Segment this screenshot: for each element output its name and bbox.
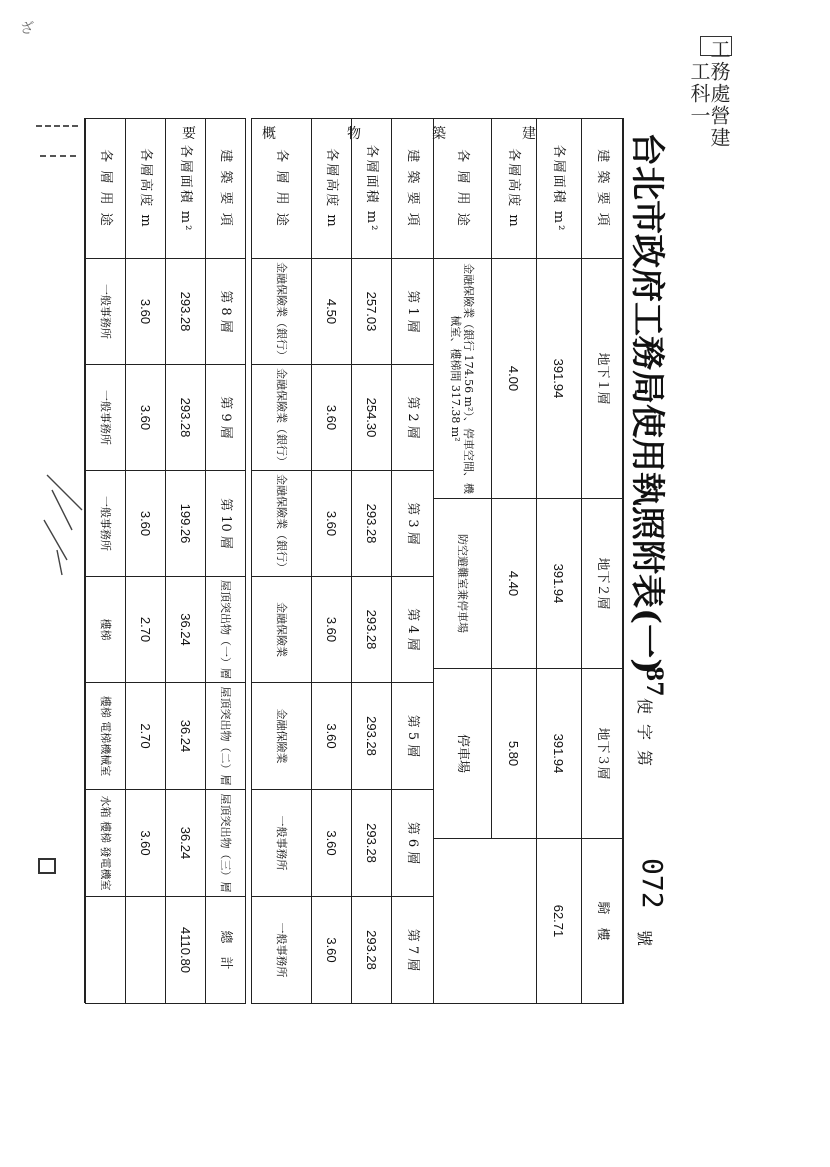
- height-cell: 3.60: [312, 790, 352, 897]
- row-label: 各層面積 m²: [537, 119, 582, 259]
- use-cell: 樓梯 電梯機械室: [86, 683, 126, 790]
- row-label: 建 築 要 項: [206, 119, 246, 259]
- use-cell: 一般事務所: [86, 471, 126, 577]
- area-cell: 391.94: [537, 669, 582, 839]
- height-cell: 3.60: [126, 790, 166, 897]
- section-title: [102, 118, 662, 148]
- license-label: 使字第: [635, 698, 654, 777]
- row-label: 各 層 用 途: [86, 119, 126, 259]
- height-cell: 5.80: [492, 669, 537, 839]
- column-header: 第 4 層: [392, 577, 434, 683]
- area-cell: 293.28: [352, 577, 392, 683]
- height-cell: 3.60: [312, 577, 352, 683]
- height-cell: 2.70: [126, 577, 166, 683]
- area-cell: 293.28: [352, 790, 392, 897]
- column-header: 第 10 層: [206, 471, 246, 577]
- height-cell: 3.60: [312, 683, 352, 790]
- column-header: 屋頂突出物（二）層: [206, 683, 246, 790]
- empty-cell: [86, 897, 126, 1004]
- margin-dash: [40, 155, 76, 157]
- rotated-document: [84, 118, 669, 1003]
- use-cell: 一般事務所: [252, 790, 312, 897]
- floors-8-roof-table: [85, 118, 246, 1004]
- row-label: 各層面積 m²: [166, 119, 206, 259]
- row-label: 各層高度 m: [126, 119, 166, 259]
- row-label: 各層面積 m²: [352, 119, 392, 259]
- column-header: 屋頂突出物（三）層: [206, 790, 246, 897]
- area-cell: 36.24: [166, 790, 206, 897]
- column-header: 騎 樓: [582, 839, 624, 1004]
- height-cell: 3.60: [312, 897, 352, 1004]
- license-number: 072: [636, 858, 669, 909]
- height-cell: 2.70: [126, 683, 166, 790]
- column-header: 第 8 層: [206, 259, 246, 365]
- column-header: 第 6 層: [392, 790, 434, 897]
- column-header: 第 5 層: [392, 683, 434, 790]
- column-header: 第 2 層: [392, 365, 434, 471]
- column-header: 總 計: [206, 897, 246, 1004]
- row-label: 建 築 要 項: [392, 119, 434, 259]
- office-stamp: 工務處營建工科一: [687, 39, 731, 149]
- area-cell: 293.28: [166, 365, 206, 471]
- license-suffix: 號: [635, 930, 654, 947]
- use-cell: 水箱 樓梯 發電機室: [86, 790, 126, 897]
- area-cell: 254.30: [352, 365, 392, 471]
- height-cell: 3.60: [126, 365, 166, 471]
- license-year: 87: [641, 666, 667, 697]
- area-cell: 391.94: [537, 499, 582, 669]
- area-cell: 293.28: [352, 683, 392, 790]
- floors-1-7-table: [251, 118, 434, 1004]
- use-cell: 金融保險業（銀行）: [252, 259, 312, 365]
- use-cell: 金融保險業（銀行）: [252, 365, 312, 471]
- column-header: 地下３層: [582, 669, 624, 839]
- height-cell: 4.00: [492, 259, 537, 499]
- column-header: 地下２層: [582, 499, 624, 669]
- row-label: 各層高度 m: [312, 119, 352, 259]
- section-title-char: 要: [182, 126, 196, 142]
- area-cell: 293.28: [166, 259, 206, 365]
- row-label: 各層高度 m: [492, 119, 537, 259]
- column-header: 屋頂突出物（一）層: [206, 577, 246, 683]
- use-cell: 一般事務所: [86, 365, 126, 471]
- total-area-cell: 4110.80: [166, 897, 206, 1004]
- title-bar: [622, 118, 669, 1003]
- margin-dash: [36, 125, 78, 127]
- height-cell: 4.40: [492, 499, 537, 669]
- area-cell: 199.26: [166, 471, 206, 577]
- row-label: 各 層 用 途: [434, 119, 492, 259]
- area-cell: 62.71: [537, 839, 582, 1004]
- row-label: 建 築 要 項: [582, 119, 624, 259]
- use-cell: 一般事務所: [252, 897, 312, 1004]
- use-cell: 一般事務所: [86, 259, 126, 365]
- height-cell: 4.50: [312, 259, 352, 365]
- use-cell: 金融保險業: [252, 683, 312, 790]
- basement-table: [433, 118, 624, 1004]
- area-cell: 391.94: [537, 259, 582, 499]
- column-header: 第 9 層: [206, 365, 246, 471]
- row-label: 各 層 用 途: [252, 119, 312, 259]
- column-header: 第 7 層: [392, 897, 434, 1004]
- height-cell: 3.60: [126, 259, 166, 365]
- height-cell: 3.60: [126, 471, 166, 577]
- area-cell: 293.28: [352, 897, 392, 1004]
- binding-mark: [38, 858, 56, 874]
- section-title-char: 建: [522, 126, 536, 142]
- empty-cell: [126, 897, 166, 1004]
- use-cell: 樓梯: [86, 577, 126, 683]
- section-title-char: 物: [347, 126, 361, 142]
- column-header: 地下１層: [582, 259, 624, 499]
- height-cell: 3.60: [312, 471, 352, 577]
- section-title-char: 概: [262, 126, 276, 142]
- use-cell: 金融保險業: [252, 577, 312, 683]
- use-cell: 停車場: [434, 669, 492, 839]
- document-title: 台北市政府工務局使用執照附表(一): [627, 132, 667, 675]
- use-cell: 金融保險業（銀行）: [252, 471, 312, 577]
- use-cell: 金融保險業（銀行 174.56 m²）、停車空間、機械室、樓梯間 317.38 m²: [434, 259, 492, 499]
- column-header: 第 3 層: [392, 471, 434, 577]
- area-cell: 257.03: [352, 259, 392, 365]
- section-title-char: 築: [432, 126, 446, 142]
- use-cell: 防空避難室兼停車場: [434, 499, 492, 669]
- empty-cell: [434, 839, 537, 1004]
- tables-area: [84, 118, 624, 1003]
- corner-mark: ざ: [20, 21, 34, 37]
- area-cell: 293.28: [352, 471, 392, 577]
- area-cell: 36.24: [166, 683, 206, 790]
- area-cell: 36.24: [166, 577, 206, 683]
- column-header: 第 1 層: [392, 259, 434, 365]
- height-cell: 3.60: [312, 365, 352, 471]
